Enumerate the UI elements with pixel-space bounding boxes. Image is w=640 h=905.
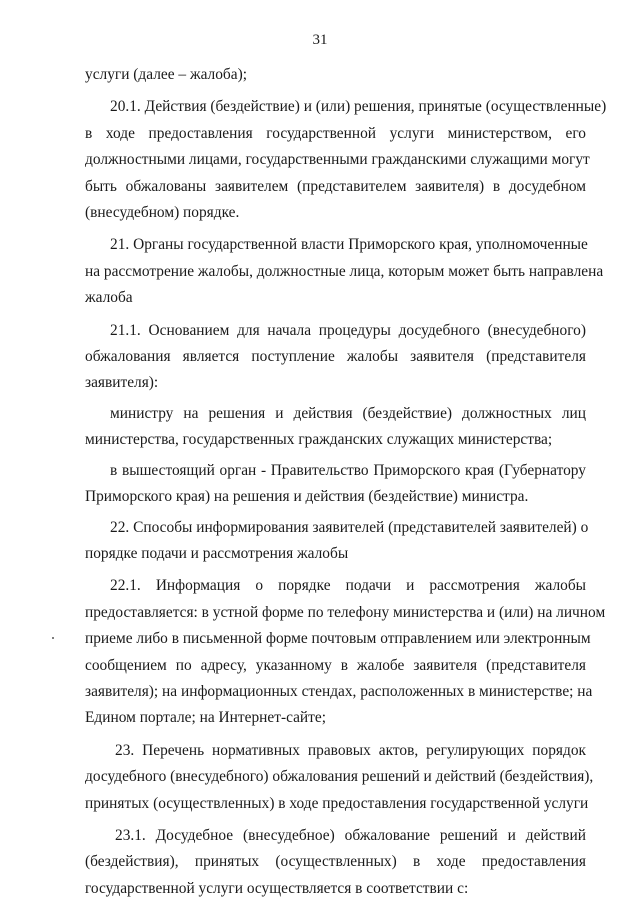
paragraph-23 xyxy=(85,738,594,817)
paragraph-minister xyxy=(85,401,586,454)
text-line: 21.1. Основанием для начала процедуры досудебного (внесудебного) xyxy=(110,321,586,339)
paragraph-continuation xyxy=(85,62,586,88)
paragraph-21-1 xyxy=(85,318,586,397)
margin-dot xyxy=(52,637,54,639)
document-body xyxy=(85,62,607,902)
text-line: 23. Перечень нормативных правовых актов, регулирующих порядок xyxy=(115,741,586,759)
text-line: быть обжалованы заявителем (представителем заявителя) в досудебном xyxy=(85,177,586,195)
text-line: (бездействия), принятых (осуществленных) в ходе предоставления xyxy=(85,853,586,871)
text-line: 23.1. Досудебное (внесудебное) обжалование решений и действий xyxy=(115,826,586,844)
text-line: на рассмотрение жалобы, должностные лица, которым может быть направлена xyxy=(85,262,604,280)
text-line: предоставляется: в устной форме по телефону министерства и (или) на личном xyxy=(85,603,606,621)
text-line: министру на решения и действия (бездействие) должностных лиц xyxy=(110,404,586,422)
text-line: 21. Органы государственной власти Приморского края, уполномоченные xyxy=(110,236,588,254)
text-line: 20.1. Действия (бездействие) и (или) решения, принятые (осуществленные) xyxy=(110,98,607,116)
text-line: услуги (далее – жалоба); xyxy=(85,66,247,83)
text-line: приеме либо в письменной форме почтовым отправлением или электронным xyxy=(85,630,591,648)
text-line: министерства, государственных гражданских служащих министерства; xyxy=(85,431,553,449)
text-line: заявителя): xyxy=(85,374,159,392)
text-line: обжалования является поступление жалобы заявителя (представителя xyxy=(85,348,586,366)
paragraph-22 xyxy=(85,515,589,568)
text-line: жалоба xyxy=(85,289,133,307)
paragraph-20-1 xyxy=(85,94,607,226)
paragraph-23-1 xyxy=(85,823,586,902)
page-number: 31 xyxy=(312,32,328,48)
text-line: Приморского края) на решения и действия (бездействие) министра. xyxy=(85,488,529,506)
text-line: государственной услуги осуществляется в соответствии с: xyxy=(85,879,469,897)
text-line: сообщением по адресу, указанному в жалобе заявителя (представителя xyxy=(85,656,586,674)
text-line: (внесудебном) порядке. xyxy=(85,204,240,222)
text-line: порядке подачи и рассмотрения жалобы xyxy=(85,544,349,562)
text-line: в вышестоящий орган - Правительство Приморского края (Губернатору xyxy=(110,461,586,479)
text-line: 22. Способы информирования заявителей (представителей заявителей) о xyxy=(110,518,589,536)
text-line: должностными лицами, государственными гражданскими служащими могут xyxy=(85,151,590,169)
text-line: принятых (осуществленных) в ходе предоставления государственной услуги xyxy=(85,794,589,812)
paragraph-higher-body xyxy=(85,458,586,511)
text-line: досудебного (внесудебного) обжалования решений и действий (бездействия), xyxy=(85,768,594,786)
text-line: 22.1. Информация о порядке подачи и рассмотрения жалобы xyxy=(110,577,586,595)
text-line: в ходе предоставления государственной услуги министерством, его xyxy=(85,124,586,142)
paragraph-22-1 xyxy=(85,573,606,731)
paragraph-21 xyxy=(85,232,604,311)
text-line: Едином портале; на Интернет-сайте; xyxy=(85,709,326,727)
text-line: заявителя); на информационных стендах, расположенных в министерстве; на xyxy=(85,682,593,700)
